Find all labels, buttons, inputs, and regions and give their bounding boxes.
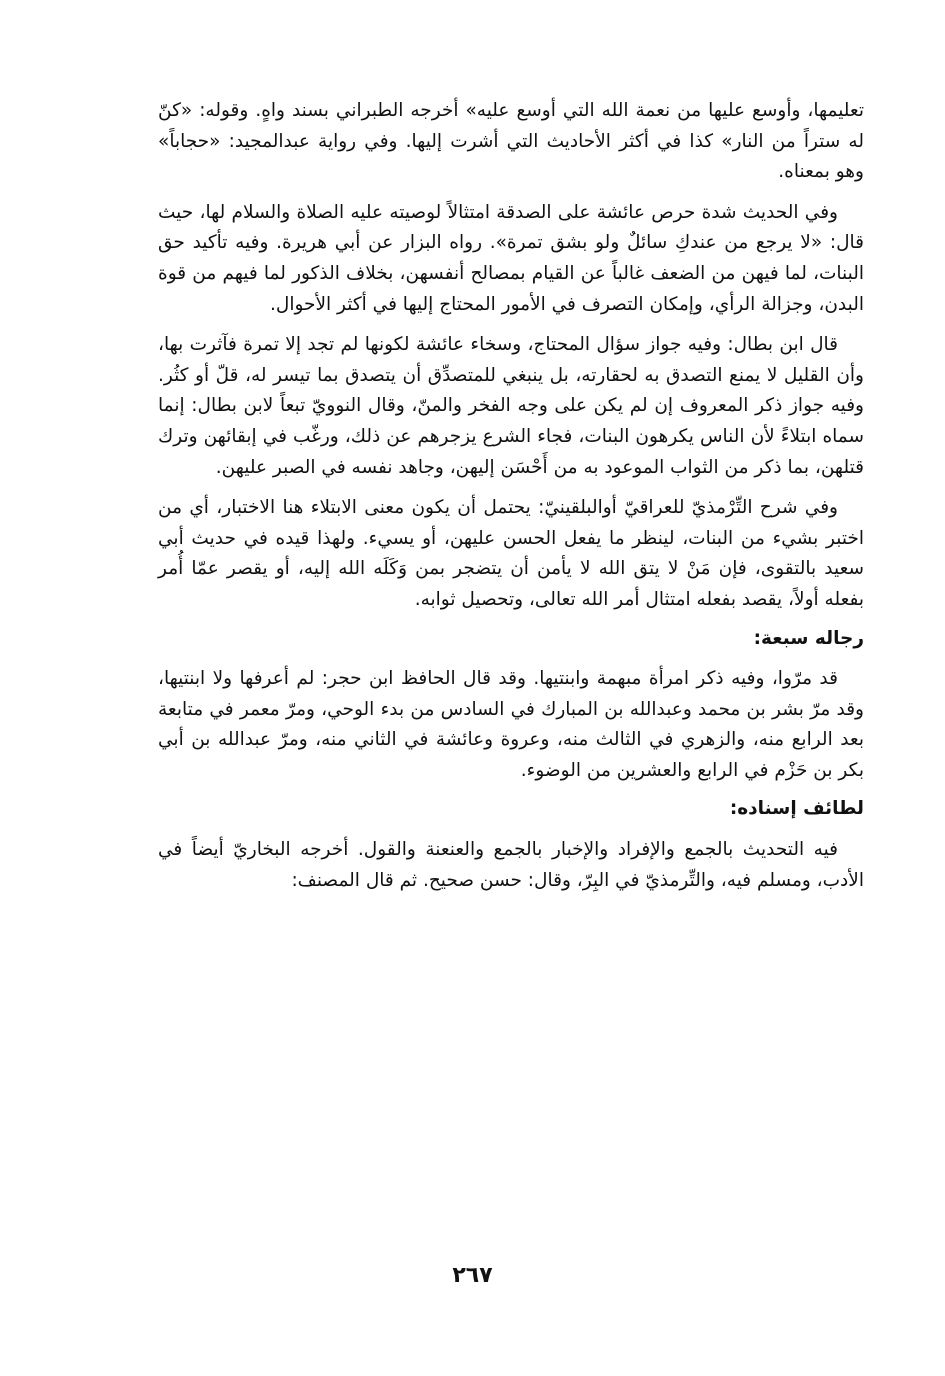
paragraph-continued: تعليمها، وأوسع عليها من نعمة الله التي أوسع عليه» أخرجه الطبراني بسند واهٍ. وقوله: «كنّ له ستراً من النار» كذا في أكثر الأحاديث التي أشرت إليها. وفي رواية عبدالمجيد: «حجاباً» وهو بمعناه. bbox=[158, 100, 864, 183]
paragraph-narrators: قد مرّوا، وفيه ذكر امرأة مبهمة وابنتيها. وقد قال الحافظ ابن حجر: لم أعرفها ولا ابنتيها، وقد مرّ بشر بن محمد وعبدالله بن المبارك في السادس من بدء الوحي، ومرّ معمر في متابعة بعد الرابع منه، والزهري في الثالث منه، وعروة وعائشة في الثاني منه، ومرّ عبدالله بن أبي بكر بن حَزْم في الرابع والعشرين من الوضوء. bbox=[158, 668, 864, 781]
page-body bbox=[158, 96, 864, 896]
section-heading-isnad: لطائف إسناده: bbox=[729, 798, 864, 820]
paragraph-sadaqa-hadith: وفي الحديث شدة حرص عائشة على الصدقة امتثالاً لوصيته عليه الصلاة والسلام لها، حيث قال: «لا يرجع من عندكِ سائلٌ ولو بشق تمرة». رواه البزار عن أبي هريرة. وفيه تأكيد حق البنات، لما فيهن من الضعف غالباً عن القيام بمصالح أنفسهن، بخلاف الذكور لما فيهم من قوة البدن، وجزالة الرأي، وإمكان التصرف في الأمور المحتاج إليها في أكثر الأحوال. bbox=[158, 201, 864, 315]
paragraph-isnad: فيه التحديث بالجمع والإفراد والإخبار بالجمع والعنعنة والقول. أخرجه البخاريّ أيضاً في الأدب، ومسلم فيه، والتِّرمذيّ في البِرّ، وقال: حسن صحيح. ثم قال المصنف: bbox=[158, 839, 864, 891]
page-number: ٢٦٧ bbox=[452, 1263, 493, 1288]
paragraph-tirmidhi-commentary: وفي شرح التِّرْمذيّ للعراقيّ أوالبلقينيّ: يحتمل أن يكون معنى الابتلاء هنا الاختبار، أي من اختبر بشيء من البنات، لينظر ما يفعل الحسن عليهن، أو يسيء. ولهذا قيده في حديث أبي سعيد بالتقوى، فإن مَنْ لا يتق الله لا يأمن أن يتضجر بمن وَكَلَه الله إليه، أو يقصر عمّا أُمر بفعله أولاً، يقصد بفعله امتثال أمر الله تعالى، وتحصيل ثوابه. bbox=[158, 497, 864, 610]
paragraph-ibn-battal: قال ابن بطال: وفيه جواز سؤال المحتاج، وسخاء عائشة لكونها لم تجد إلا تمرة فآثرت بها، وأن القليل لا يمنع التصدق به لحقارته، بل ينبغي للمتصدِّق أن يتصدق بما تيسر له، قلّ أو كثُر. وفيه جواز ذكر المعروف إن لم يكن على وجه الفخر والمنّ، وقال النوويّ تبعاً لابن بطال: إنما سماه ابتلاءً لأن الناس يكرهون البنات، فجاء الشرع يزجرهم عن ذلك، ورغّب في إبقائهن وترك قتلهن، بما ذكر من الثواب الموعود به من أَحْسَن إليهن، وجاهد نفسه في الصبر عليهن. bbox=[158, 334, 864, 478]
section-heading-narrators: رجاله سبعة: bbox=[753, 627, 864, 649]
